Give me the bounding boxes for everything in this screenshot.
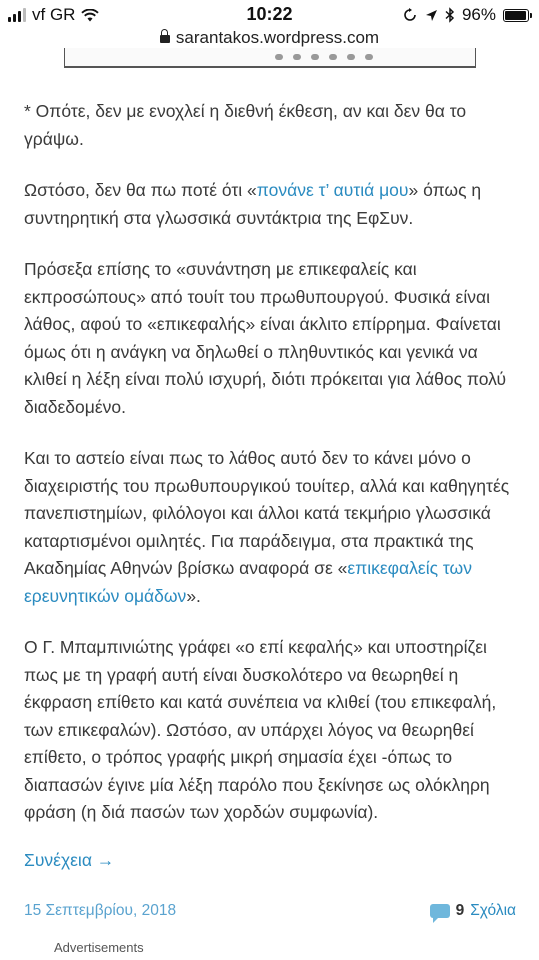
lock-icon	[160, 35, 170, 43]
paragraph-1: * Οπότε, δεν με ενοχλεί η διεθνή έκθεση, αν και δεν θα το γράψω.	[24, 101, 467, 149]
battery-fill	[505, 11, 526, 20]
article-body	[24, 98, 520, 851]
paragraph-4-text-before: Και το αστείο είναι πως το λάθος αυτό δεν το κάνει μόνο ο διαχειριστής του πρωθυπουργικού τουίτερ, αλλά και καθηγητές πανεπιστημίων, φιλόλογοι και άλλοι κατά τεκμήριο γλωσσικά καταρτισμένοι ομιλητές. Για παράδειγμα, στα πρακτικά της Ακαδημίας Αθηνών βρίσκω αναφορά σε «	[24, 448, 510, 578]
post-meta	[24, 900, 516, 924]
carrier-name: vf GR	[32, 5, 76, 24]
paragraph-5: Ο Γ. Μπαμπινιώτης γράφει «ο επί κεφαλής» και υποστηρίζει πως με τη γραφή αυτή είναι δυσκολότερο να θεωρηθεί η έκφραση επίθετο και κατά συνέπεια να κλιθεί (του επικεφαλή, των επικεφαλών). Ωστόσο, αν υπάρχει λόγος να θεωρηθεί επίθετο, ο τρόπος γραφής μικρή σημασία έχει -όπως το διαπασών έγινε μία λέξη παρόλο που ξεκίνησε ως ολόκληρη φράση (η διά πασών των χορδών συμφωνία).	[24, 637, 497, 822]
paragraph-4	[24, 445, 520, 610]
image-detail	[275, 54, 373, 60]
continue-reading-link[interactable]: Συνέχεια →	[24, 850, 115, 870]
advertisements-label: Advertisements	[54, 940, 144, 955]
paragraph-4-text-after: ».	[186, 585, 201, 606]
comment-count: 9	[455, 902, 465, 919]
url-text: sarantakos.wordpress.com	[175, 28, 380, 47]
link-ponane-ta-aftia-mou[interactable]: πονάνε τ’ αυτιά μου	[256, 180, 409, 200]
paragraph-2-text-before: Ωστόσο, δεν θα πω ποτέ ότι «	[24, 180, 257, 200]
paragraph-2	[24, 177, 520, 232]
paragraph-2-text-after: » όπως η συντηρητική στα γλωσσικά συντάκτρια της ΕφΣυν.	[24, 180, 482, 228]
comments-link[interactable]	[430, 902, 516, 920]
comment-label: Σχόλια	[470, 902, 516, 919]
orientation-lock-icon	[402, 7, 418, 23]
article-image-bottom-edge	[64, 48, 476, 68]
comment-bubble-icon	[430, 904, 450, 918]
location-icon	[425, 9, 438, 22]
bluetooth-icon	[445, 7, 455, 23]
post-date-link[interactable]: 15 Σεπτεμβρίου, 2018	[24, 902, 177, 919]
status-right	[402, 5, 529, 25]
battery-icon	[503, 9, 529, 22]
status-bar	[0, 0, 539, 30]
battery-percent: 96%	[461, 5, 496, 24]
link-epikefaleis-ereunitikon-omadon[interactable]: επικεφαλείς των ερευνητικών ομάδων	[24, 558, 472, 606]
clock: 10:22	[246, 4, 293, 24]
paragraph-3: Πρόσεξα επίσης το «συνάντηση με επικεφαλείς και εκπροσώπους» από τουίτ του πρωθυπουργού. Φυσικά είναι λάθος, αφού το «επικεφαλής» είναι άκλιτο επίρρημα. Φαίνεται όμως ότι η ανάγκη να δηλωθεί ο πληθυντικός και γενικά να κλιθεί η λέξη είναι πολύ ισχυρή, διότι πρόκειται για λάθος πολύ διαδεδομένο.	[24, 259, 507, 417]
